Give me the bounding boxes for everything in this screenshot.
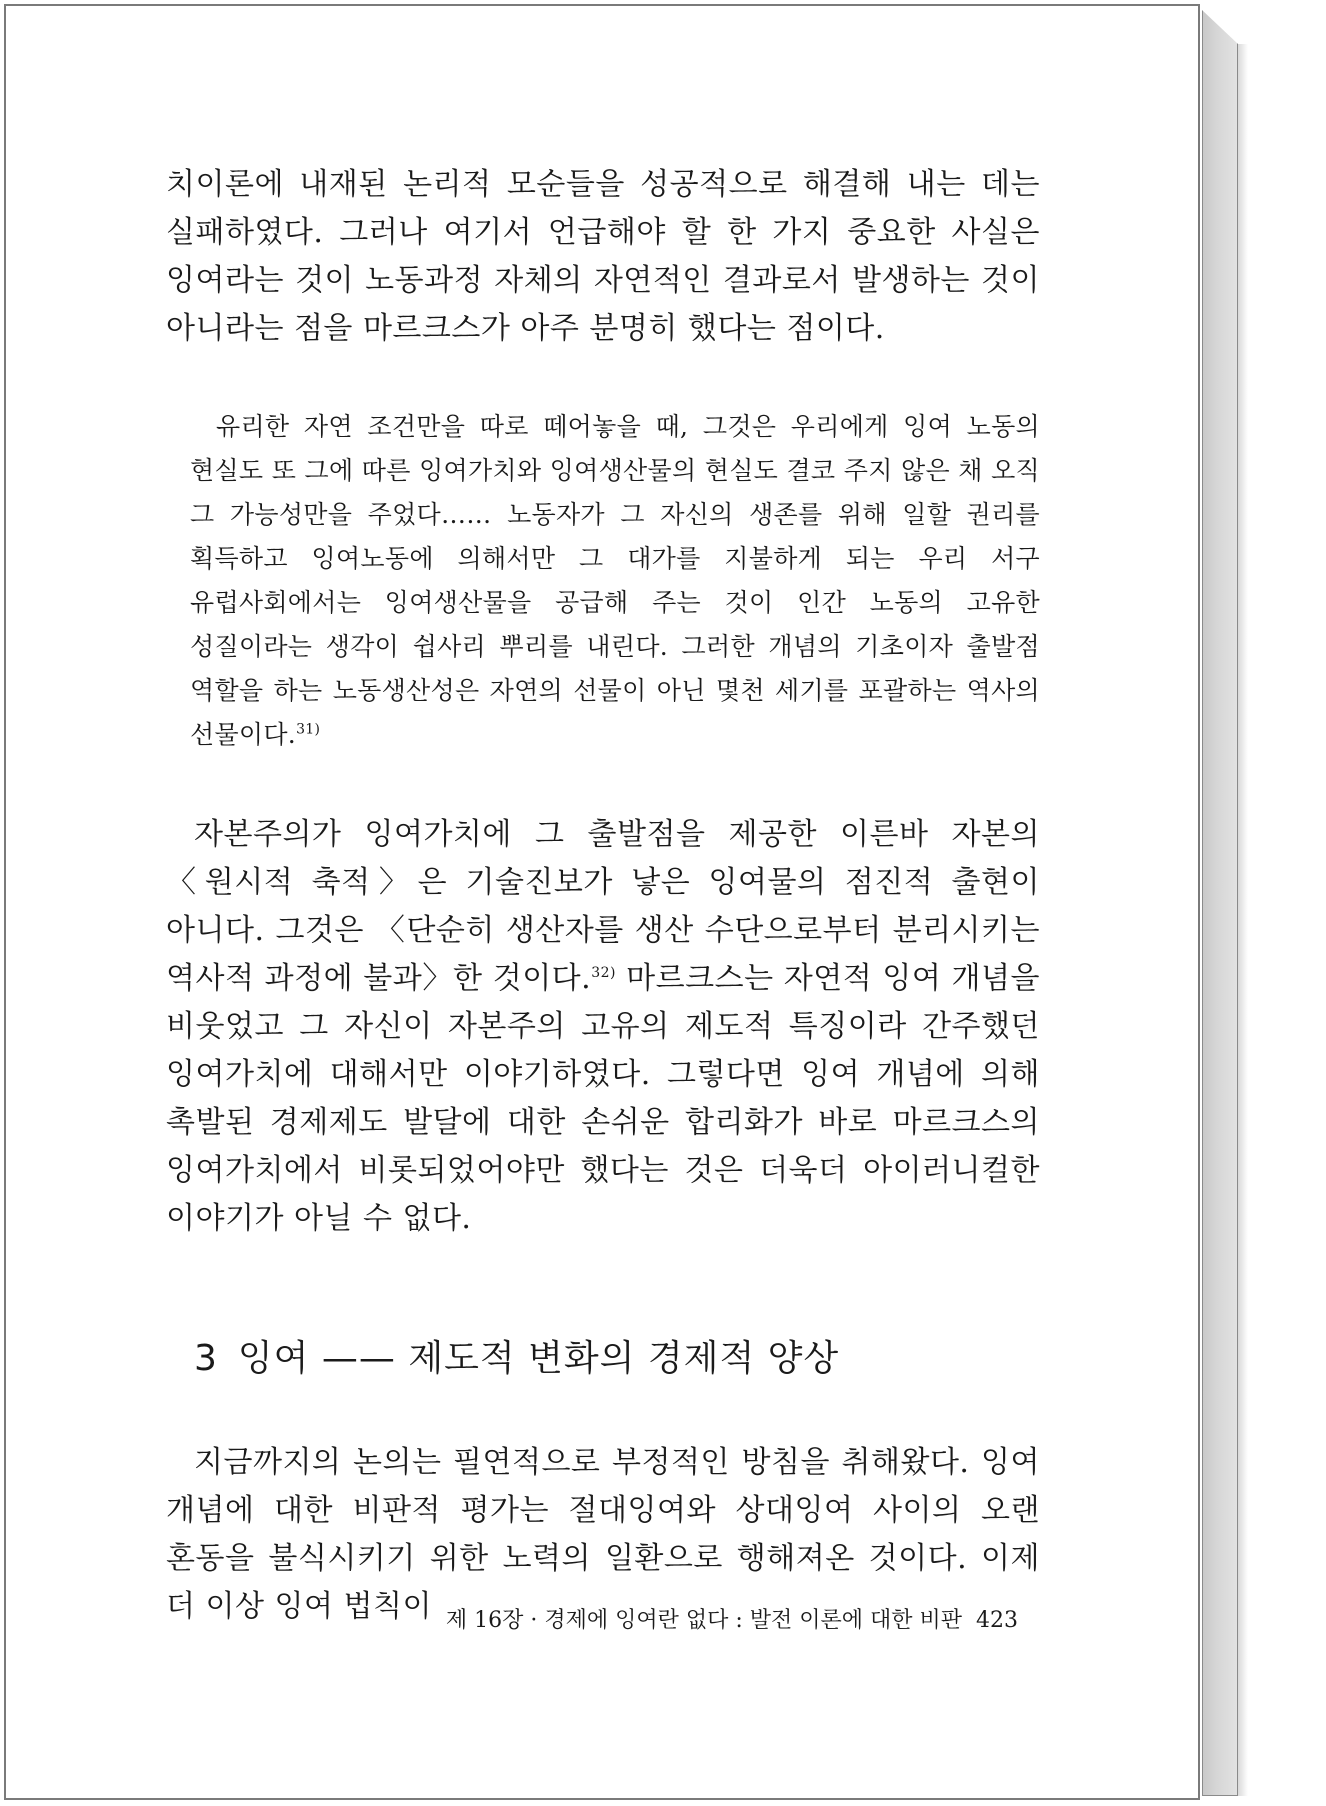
paragraph-text-a: 자본주의가 잉여가치에 그 출발점을 제공한 이른바 자본의 〈원시적 축적〉은 기술진보가 낳은 잉여물의 점진적 출현이 아니다. 그것은 〈단순히 생산자를 생산 수단으로부터 분리시키는 역사적 과정에 불과〉한 것이다. [166,817,1040,996]
section-number: 3 [194,1338,218,1379]
page-shadow [1238,44,1248,1796]
section-title: 잉여 —— 제도적 변화의 경제적 양상 [237,1338,840,1379]
book-page [4,4,1200,1800]
page-body [166,161,1040,1631]
footnote-marker-32: 32) [591,965,616,981]
running-footer [398,1606,1018,1636]
footnote-marker-31: 31) [296,721,321,738]
page-stack-edge [1202,10,1238,1796]
running-title: 제 16장 · 경제에 잉여란 없다 : 발전 이론에 대한 비판 [445,1608,962,1633]
block-quote-text: 유리한 자연 조건만을 따로 떼어놓을 때, 그것은 우리에게 잉여 노동의 현실도 또 그에 따른 잉여가치와 잉여생산물의 현실도 결코 주지 않은 채 오직 그 가능성만을 주었다…… 노동자가 그 자신의 생존를 위해 일할 권리를 획득하고 잉여노동에 의해서만 그 대가를 지불하게 되는 우리 서구 유럽사회에서는 잉여생산물을 공급해 주는 것이 인간 노동의 고유한 성질이라는 생각이 쉽사리 뿌리를 내린다. 그러한 개념의 기초이자 출발점 역할을 하는 노동생산성은 자연의 선물이 아닌 몇천 세기를 포괄하는 역사의 선물이다. [190,412,1040,749]
paragraph-text-b: 마르크스는 자연적 잉여 개념을 비웃었고 그 자신이 자본주의 고유의 제도적 특징이라 간주했던 잉여가치에 대해서만 이야기하였다. 그렇다면 잉여 개념에 의해 촉발된 경제제도 발달에 대한 손쉬운 합리화가 바로 마르크스의 잉여가치에서 비롯되었어야만 했다는 것은 더욱더 아이러니컬한 이야기가 아닐 수 없다. [166,961,1041,1236]
paragraph-continued: 치이론에 내재된 논리적 모순들을 성공적으로 해결해 내는 데는 실패하였다. 그러나 여기서 언급해야 할 한 가지 중요한 사실은 잉여라는 것이 노동과정 자체의 자연적인 결과로서 발생하는 것이 아니라는 점을 마르크스가 아주 분명히 했다는 점이다. [166,167,1040,346]
page-number: 423 [976,1608,1018,1633]
block-quote [190,405,1040,757]
paragraph-primitive-accumulation [166,811,1040,1243]
section-heading [166,1335,1040,1383]
paragraph-section-intro: 지금까지의 논의는 필연적으로 부정적인 방침을 취해왔다. 잉여 개념에 대한 비판적 평가는 절대잉여와 상대잉여 사이의 오랜 혼동을 불식시키기 위한 노력의 일환으로 행해져온 것이다. 이제 더 이상 잉여 법칙이 [166,1445,1040,1624]
